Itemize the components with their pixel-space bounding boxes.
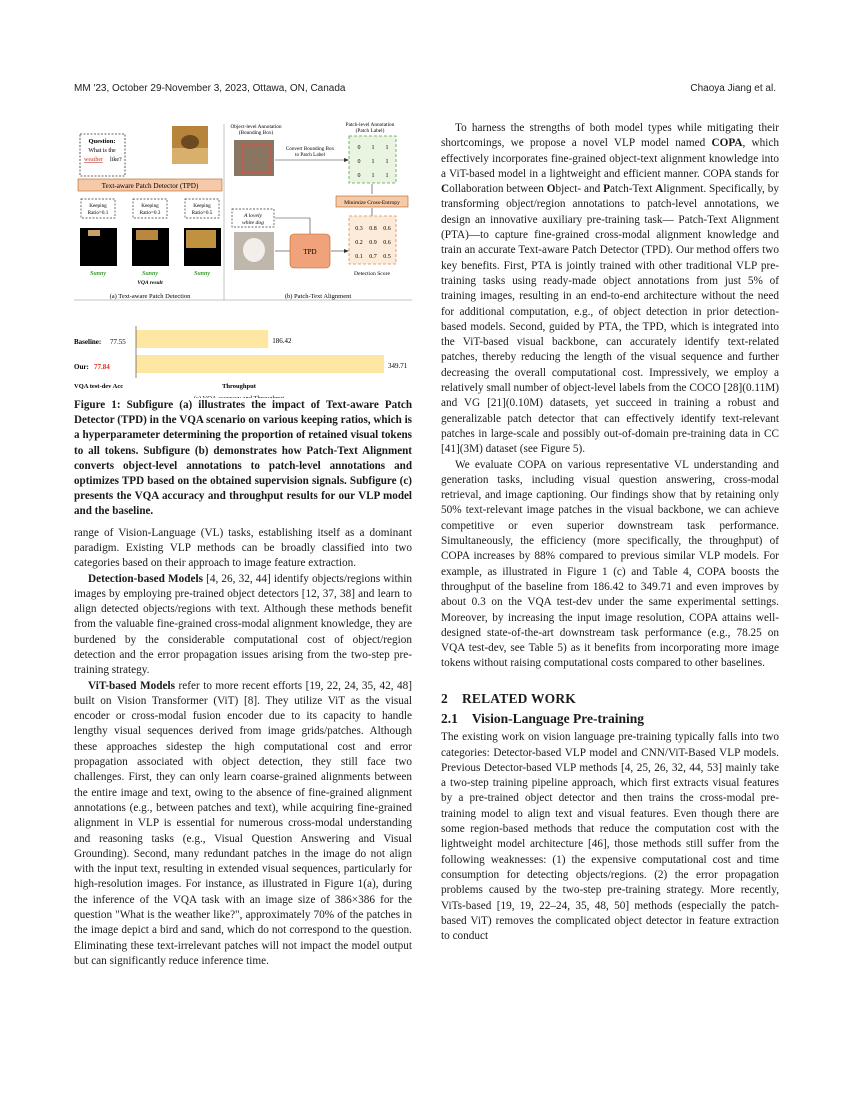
svg-text:Ratio=0.3: Ratio=0.3 [139,210,161,216]
det-models-head: Detection-based Models [88,572,203,585]
answer-2: Sunny [141,271,159,277]
score-cell-1-1: 0.9 [369,240,377,246]
score-cell-1-0: 0.2 [355,240,363,246]
question-text-2: like? [110,157,122,163]
subcap-b: (b) Patch-Text Alignment [284,293,352,300]
patch-label-cell-2-2: 1 [385,173,389,179]
subsection-heading: 2.1 Vision-Language Pre-training [441,710,645,726]
vit-models-head: ViT-based Models [88,679,176,692]
keep-box-1 [81,199,115,218]
det-models-text: [4, 26, 32, 44] identify objects/regions within images by employing pre-trained object detectors [12, 37, 38] and learn to align detected objects/regions with text. Although these methods benefit from the valuable fine-grained cross-modal alignment knowledge, they are burdened by the considerable computational cost of object/region detection and the error propagation issues arising from the two-step pre-training strategy. [74,572,412,677]
svg-text:Ratio=0.5: Ratio=0.5 [191,210,213,216]
xlabel-right: Throughput [222,383,256,390]
page-header [74,83,776,94]
authors-text: Chaoya Jiang et al. [690,83,776,94]
figure-1-graphic [74,118,412,398]
svg-text:Keeping: Keeping [89,203,107,209]
svg-text:Keeping: Keeping [141,203,159,209]
answer-3: Sunny [193,271,211,277]
left-paragraph-1: range of Vision-Language (VL) tasks, establishing itself as a dominant paradigm. Existing VLP methods can be broadly classified into two categories based on their approach to image feature extraction. [74,526,412,570]
score-cell-2-2: 0.5 [383,254,391,260]
figure-caption: Figure 1: Subfigure (a) illustrates the impact of Text-aware Patch Detector (TPD) in the VQA scenario on various keeping ratios, which is a hyperparameter determining the proportion of retained visual tokens to all tokens. Subfigure (b) demonstrates how Patch-Text Alignment converts object-level annotations to patch-level annotations and optimizes TPD based on the obtained supervision signals. Subfigure (c) presents the VQA accuracy and throughput results for our VLP model and the baseline. [74,399,412,518]
patch-label-cell-1-1: 1 [371,159,375,165]
xlabel-left: VQA test-dev Acc [74,383,124,390]
left-paragraph-2 [74,572,412,679]
bar-our [136,355,384,373]
vit-models-text: refer to more recent efforts [19, 22, 24, 35, 42, 48] built on Vision Transformer (ViT) [8]. They utilize ViT as the visual encoder or cross-modal fusion encoder due to its capacity to handle lengthy visual sequences derived from image grids/patches. Although these approaches sidestep the high computational cost and error propagation associated with object detection, they still face two challenges. First, they can only learn coarse-grained alignments between the entire image and text, owing to the absence of fine-grained alignment annotations (e.g., between patches and text), while acquiring fine-grained alignment in VLP is essential for numerous cross-modal understanding and reasoning tasks (e.g., Visual Question Answering and Visual Grounding). Second, many redundant patches in the image do not align with the input text, resulting in extended visual sequences, particularly for high-resolution images. For instance, as illustrated in Figure 1(a), during the inference of the VQA task with an image size of 386×386 for the question "What is the weather like?", approximately 70% of the patches in the image depict a bird and sand, which do not correspond to the question. Eliminating these text-irrelevant patches will not impact the model output but can significantly reduce inference time. [74,679,412,967]
lovely-dog-2: white dog [242,220,264,226]
question-text-1: What is the [88,148,116,154]
obj-annot-label-2: (Bounding Box) [238,130,274,136]
convert-label-1: Convert Bounding Box [285,146,335,152]
score-cell-2-0: 0.1 [355,254,363,260]
patch-label-cell-2-1: 1 [371,173,375,179]
min-ce-label: Minimize Cross-Entropy [344,200,400,206]
keep-box-3 [185,199,219,218]
tpd-label: TPD [303,248,317,256]
svg-text:Ratio=0.1: Ratio=0.1 [87,210,109,216]
baseline-acc: 77.55 [110,338,126,346]
our-label: Our: [74,363,89,371]
answer-1: Sunny [89,271,107,277]
bar-value-baseline: 186.42 [272,337,292,345]
score-cell-0-2: 0.6 [383,226,391,232]
vqa-result-label: VQA result [137,280,163,286]
patch-label-cell-0-0: 0 [357,145,361,151]
lovely-dog-1: A lovely [243,213,263,219]
obj-annot-label-1: Object-level Annotation [230,124,282,130]
right-paragraph-2: We evaluate COPA on various representative VL understanding and generation tasks, including visual question answering, cross-modal retrieval, and image captioning. Our findings show that by retaining only 50% text-relevant image patches in the visual backbone, we can achieve competitive or even superior downstream task performance. Simultaneously, the efficiency (more specifically, the throughput) of COPA increases by 88% compared to previous similar VLP models. For example, as illustrated in Figure 1 (c) and Table 4, COPA boosts the throughput of the baseline from 186.42 to 349.71 and even improves by about 0.3 on the VQA test-dev under the same experimental settings. Moreover, by increasing the input image resolution, COPA attains well-designed state-of-the-art downstream task performance (e.g., 78.25 on VQA test-dev, see Table 5) as it benefits from incorporating more image tokens without raising computational costs compared to other baselines. [441,458,779,670]
patch-label-cell-1-0: 0 [357,159,361,165]
subcap-a: (a) Text-aware Patch Detection [109,293,191,300]
tpd-banner-label: Text-aware Patch Detector (TPD) [101,182,199,190]
section-heading: 2 RELATED WORK [441,690,576,706]
keep-box-2 [133,199,167,218]
patch-annot-label-2: (Patch Label) [355,128,385,134]
our-acc: 77.84 [94,363,110,371]
baseline-label: Baseline: [74,338,102,346]
figure-1 [74,118,412,398]
patch-label-cell-0-2: 1 [385,145,389,151]
venue-text: MM '23, October 29-November 3, 2023, Ottawa, ON, Canada [74,83,346,94]
left-column [74,118,412,969]
patch-label-cell-0-1: 1 [371,145,375,151]
convert-label-2: to Patch Label [295,152,325,158]
subcap-c [194,395,285,398]
question-word: weather [84,157,103,163]
bar-baseline [136,330,268,348]
detection-score-label: Detection Score [354,271,390,277]
score-cell-0-0: 0.3 [355,226,363,232]
score-cell-2-1: 0.7 [369,254,377,260]
bar-value-our: 349.71 [388,362,408,370]
throughput-chart [136,326,408,378]
right-paragraph-3: The existing work on vision language pre-training typically falls into two categories: Detector-based VLP model and CNN/ViT-Based VLP models. Previous Detector-based VLP methods [4, 25, 26, 32, 44, 53] mainly take a two-step training pipeline approach, which first extracts visual features by a pre-trained object detector and then trains the cross-modal pre-training model to align text and visual features. Even though there are some region-based methods that reduce the computation cost with the lightweight model architecture [46], those methods still suffer from the following weaknesses: (1) the expensive computational cost and time consumption for detecting objects/regions. (2) the error propagation problems caused by the two-step pre-training strategy. More recently, ViTs-based [19, 19, 22–24, 35, 48, 50] methods (especially the patch-based ViT) removes the complicated object detector in feature extraction to conduct [441,731,779,943]
score-cell-1-2: 0.6 [383,240,391,246]
patch-label-cell-2-0: 0 [357,173,361,179]
patch-annot-label-1: Patch-level Annotation [345,122,395,128]
svg-text:Keeping: Keeping [193,203,211,209]
right-column [441,121,779,944]
left-paragraph-3 [74,679,412,970]
right-paragraph-1: To harness the strengths of both model types while mitigating their shortcomings, we propose a novel VLP model named COPA, which effectively incorporates fine-grained object-text alignment knowledge into a ViT-based model in a lightweight and efficient manner. COPA stands for Collaboration between Object- and Patch-Text Alignment. Specifically, by transforming object/region annotations to patch-level annotations, we design an innovative auxiliary pre-training task— Patch-Text Alignment (PTA)—to capture fine-grained cross-modal alignment knowledge and train an accurate Text-aware Patch Detector (TPD). Our method offers two key benefits. First, PTA is jointly trained with other traditional VLP pre-training tasks using ready-made object annotations from just 5% of training images, resulting in an end-to-end architecture without the need for additional computation, e.g., of object detection in prior detection-based models. Second, guided by PTA, the TPD, which is integrated into the ViT-based visual backbone, can accurately identify text-related patches, thereby reducing the length of the visual sequence and further decreasing the overall computational cost. Impressively, we employ a relatively small number of object-level labels from the COCO [28](0.11M) and VG [21](0.10M) datasets, yet succeed in training a robust and generalizable patch detector that can effectively identify text-relevant patches in large-scale and possibly out-of-domain pre-training data in CC [41](3M) dataset (see Figure 5). [441,122,779,456]
score-cell-0-1: 0.8 [369,226,377,232]
patch-label-cell-1-2: 1 [385,159,389,165]
question-title: Question: [88,138,116,145]
